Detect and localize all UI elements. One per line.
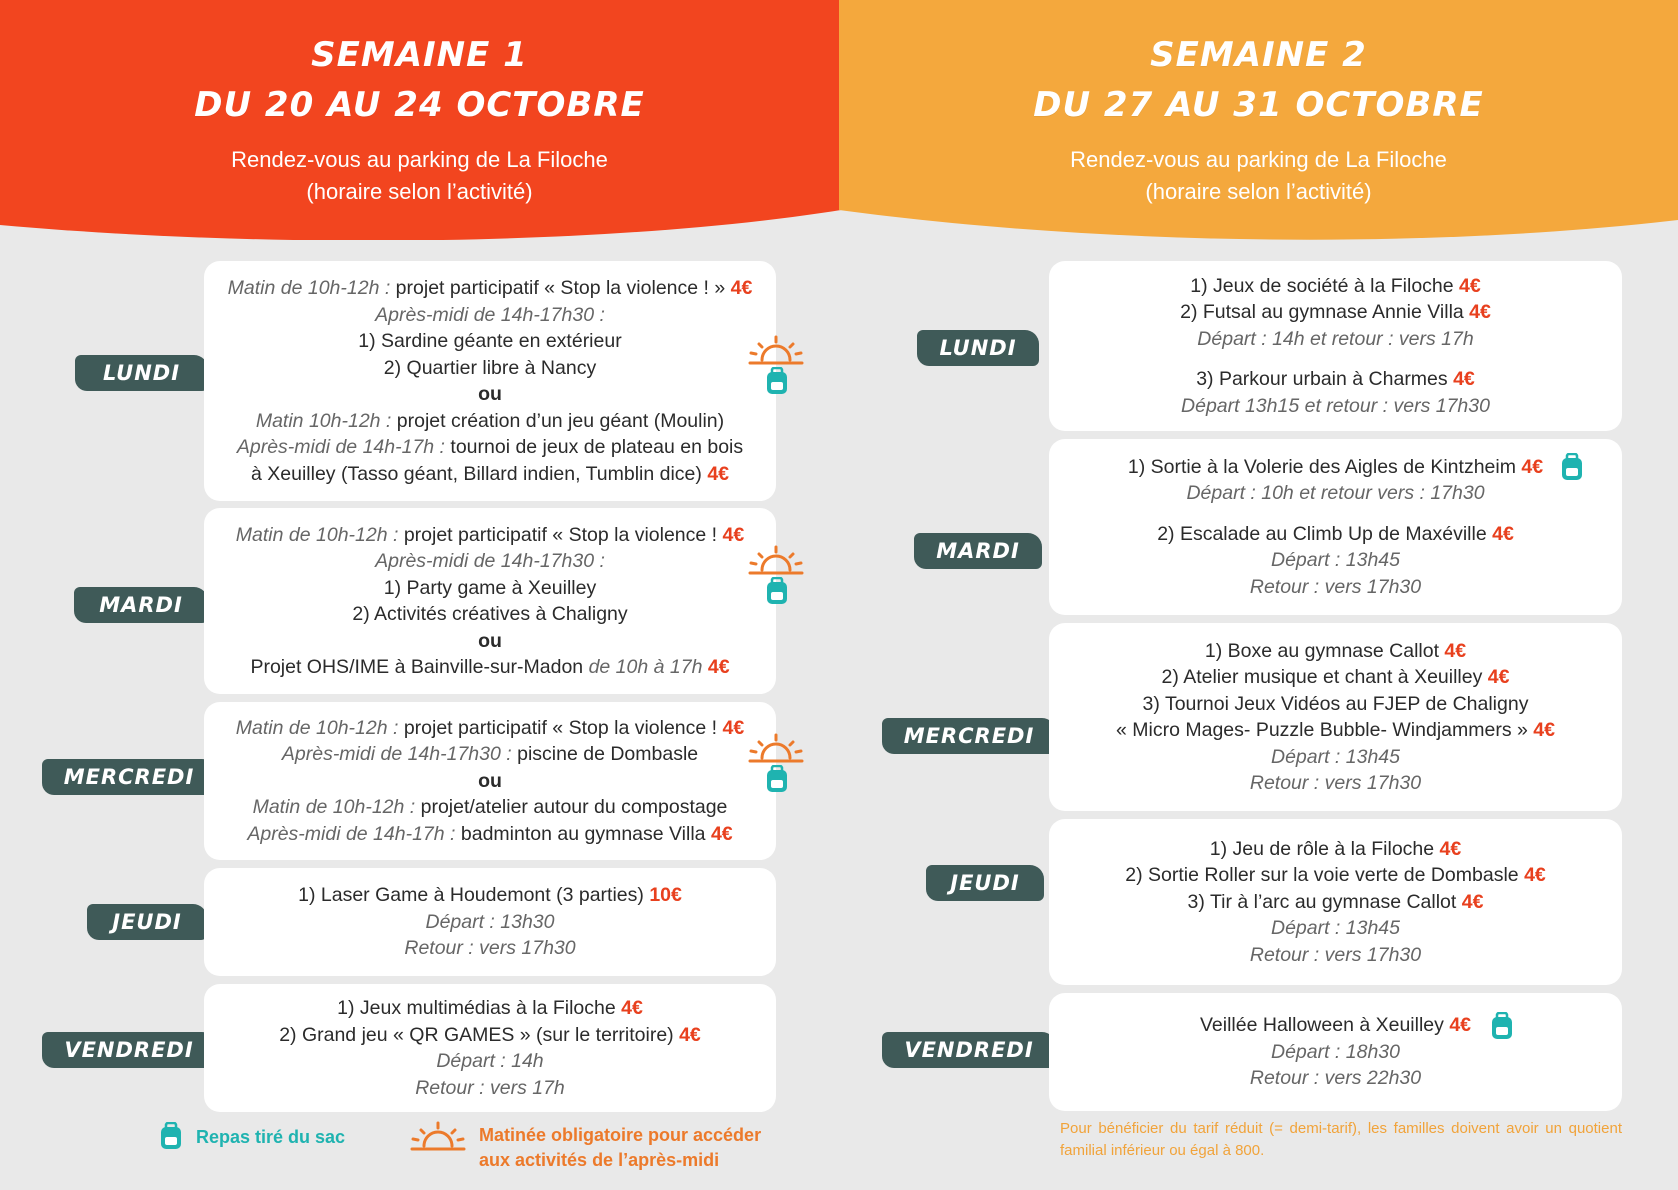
w1-mercredi-ou: ou bbox=[478, 769, 502, 792]
w1-lundi-ou: ou bbox=[478, 383, 502, 405]
w2-mercredi-l1-text: 1) Boxe au gymnase Callot bbox=[1204, 639, 1445, 662]
w1-mardi-l5-text: Projet OHS/IME à Bainville-sur-Madon bbox=[250, 656, 589, 678]
w2-mardi-l3-text: 2) Escalade au Climb Up de Maxéville bbox=[1157, 522, 1493, 545]
w2-lundi-l2-text: 2) Futsal au gymnase Annie Villa bbox=[1180, 301, 1470, 324]
w2-mardi-card bbox=[1049, 439, 1622, 615]
w1-mercredi-l2-text: piscine de Dombasle bbox=[511, 743, 699, 766]
week1-title: SEMAINE 1 bbox=[311, 35, 528, 75]
w1-lundi-l3: 1) Sardine géante en extérieur bbox=[358, 330, 622, 352]
w1-lundi-l6-time: Après-midi de 14h-17h : bbox=[236, 436, 445, 458]
week2-meet: Rendez-vous au parking de La Filoche bbox=[1070, 147, 1447, 172]
w1-mercredi-l4-time: Après-midi de 14h-17h : bbox=[247, 822, 456, 845]
w2-mercredi-card bbox=[1049, 623, 1622, 811]
sunrise-icon bbox=[746, 334, 806, 366]
w1-mardi-l4: 2) Activités créatives à Chaligny bbox=[352, 603, 628, 625]
w2-mercredi-l1-price: 4€ bbox=[1444, 639, 1467, 662]
legend-sun-line2: aux activités de l’après-midi bbox=[479, 1150, 720, 1170]
w1-vendredi-l1-price: 4€ bbox=[621, 997, 643, 1019]
w1-lundi-l1-text: projet participatif « Stop la violence ! » bbox=[390, 277, 731, 299]
backpack-icon bbox=[765, 765, 789, 793]
w2-jeudi-l4: Départ : 13h45 bbox=[1270, 917, 1400, 940]
w2-mardi-l4: Départ : 13h45 bbox=[1270, 549, 1400, 572]
day-label-mercredi-w1: MERCREDI bbox=[42, 759, 216, 795]
w1-lundi-l7-text: à Xeuilley (Tasso géant, Billard indien, Tumblin dice) bbox=[250, 462, 708, 485]
w1-mardi-l3: 1) Party game à Xeuilley bbox=[383, 576, 597, 599]
w1-jeudi-l1-price: 10€ bbox=[649, 884, 682, 907]
w1-lundi-l4: 2) Quartier libre à Nancy bbox=[383, 356, 597, 379]
w2-vendredi-l3: Retour : vers 22h30 bbox=[1249, 1067, 1422, 1090]
w2-mardi-l2: Départ : 10h et retour vers : 17h30 bbox=[1186, 482, 1485, 505]
week2-schedule: (horaire selon l’activité) bbox=[1145, 179, 1372, 204]
legend-bag-label: Repas tiré du sac bbox=[196, 1127, 346, 1147]
w2-jeudi-l1-text: 1) Jeu de rôle à la Filoche bbox=[1209, 837, 1440, 860]
day-label-vendredi-w1: VENDREDI bbox=[42, 1032, 216, 1068]
w1-lundi-l5-time: Matin 10h-12h : bbox=[255, 409, 392, 432]
w2-mercredi-l2-text: 2) Atelier musique et chant à Xeuilley bbox=[1161, 666, 1488, 688]
w1-lundi-l5-text: projet création d’un jeu géant (Moulin) bbox=[391, 409, 725, 432]
w1-vendredi-l3: Départ : 14h bbox=[436, 1050, 544, 1072]
day-label-jeudi-w2: JEUDI bbox=[926, 865, 1044, 901]
backpack-icon bbox=[159, 1122, 183, 1150]
w1-lundi-l2-time: Après-midi de 14h-17h30 : bbox=[375, 303, 605, 326]
backpack-icon bbox=[1490, 1012, 1514, 1040]
week2-header bbox=[839, 30, 1678, 208]
w1-lundi-l6-text: tournoi de jeux de plateau en bois bbox=[444, 436, 744, 458]
w1-jeudi-card bbox=[204, 868, 776, 976]
day-label-jeudi-w1: JEUDI bbox=[87, 904, 207, 940]
w1-mardi-l5-time: de 10h à 17h bbox=[588, 656, 703, 678]
w2-lundi-l2-price: 4€ bbox=[1469, 301, 1491, 324]
w1-mercredi-l4-price: 4€ bbox=[710, 822, 733, 845]
tariff-note: Pour bénéficier du tarif réduit (= demi-tarif), les familles doivent avoir un quotient familial inférieur ou égal à 800. bbox=[1060, 1120, 1622, 1159]
w1-mardi-card bbox=[204, 508, 776, 694]
week1-meet: Rendez-vous au parking de La Filoche bbox=[231, 147, 608, 172]
day-label-mardi-w1: MARDI bbox=[74, 587, 208, 623]
w1-mardi-l1-price: 4€ bbox=[722, 523, 745, 546]
day-label-vendredi-w2: VENDREDI bbox=[882, 1032, 1056, 1068]
w2-jeudi-l3-text: 3) Tir à l’arc au gymnase Callot bbox=[1187, 890, 1462, 913]
w1-mardi-l1-text: projet participatif « Stop la violence ! bbox=[398, 523, 723, 546]
w2-mercredi-l4-text: « Micro Mages- Puzzle Bubble- Windjammers » bbox=[1116, 719, 1534, 741]
w2-vendredi-card bbox=[1049, 993, 1622, 1111]
w1-lundi-l1-price: 4€ bbox=[730, 277, 753, 299]
w2-mercredi-l4-price: 4€ bbox=[1533, 719, 1555, 741]
w2-vendredi-l1-price: 4€ bbox=[1449, 1014, 1472, 1037]
w1-jeudi-l2: Départ : 13h30 bbox=[425, 910, 555, 933]
w1-lundi-l1-time: Matin de 10h-12h : bbox=[227, 277, 391, 299]
w2-lundi-l1-text: 1) Jeux de société à la Filoche bbox=[1190, 274, 1460, 297]
w2-jeudi-card bbox=[1049, 819, 1622, 985]
w1-lundi-card bbox=[204, 261, 776, 501]
w2-lundi-l1-price: 4€ bbox=[1459, 274, 1481, 297]
w1-mercredi-l3-text: projet/atelier autour du compostage bbox=[415, 796, 728, 819]
w2-jeudi-l2-text: 2) Sortie Roller sur la voie verte de Dombasle bbox=[1125, 864, 1525, 887]
w2-lundi-card bbox=[1049, 261, 1622, 431]
w2-jeudi-l3-price: 4€ bbox=[1461, 890, 1484, 913]
w2-mardi-l5: Retour : vers 17h30 bbox=[1249, 575, 1422, 598]
w2-mercredi-l6: Retour : vers 17h30 bbox=[1249, 772, 1422, 794]
w2-lundi-l5: Départ 13h15 et retour : vers 17h30 bbox=[1181, 394, 1490, 417]
w2-jeudi-l5: Retour : vers 17h30 bbox=[1249, 943, 1422, 966]
backpack-icon bbox=[1560, 453, 1584, 481]
w2-mercredi-l5: Départ : 13h45 bbox=[1270, 745, 1400, 768]
w2-vendredi-l1-text: Veillée Halloween à Xeuilley bbox=[1199, 1014, 1450, 1037]
w1-vendredi-l2-text: 2) Grand jeu « QR GAMES » (sur le territoire) bbox=[279, 1023, 680, 1046]
w1-mercredi-l4-text: badminton au gymnase Villa bbox=[455, 822, 711, 845]
w1-mardi-ou: ou bbox=[478, 629, 502, 652]
w1-mercredi-l1-time: Matin de 10h-12h : bbox=[235, 716, 399, 739]
day-label-lundi-w1: LUNDI bbox=[75, 355, 208, 391]
w1-mardi-l1-time: Matin de 10h-12h : bbox=[235, 523, 399, 546]
week1-header bbox=[0, 30, 839, 208]
w2-lundi-l3: Départ : 14h et retour : vers 17h bbox=[1197, 327, 1474, 350]
day-label-lundi-w2: LUNDI bbox=[917, 330, 1039, 366]
w1-lundi-l7-price: 4€ bbox=[707, 462, 730, 485]
legend-sun-label bbox=[479, 1123, 761, 1173]
w1-mercredi-l1-text: projet participatif « Stop la violence ! bbox=[398, 716, 723, 739]
sunrise-icon bbox=[408, 1120, 468, 1152]
sunrise-icon bbox=[746, 732, 806, 764]
backpack-icon bbox=[765, 367, 789, 395]
w1-vendredi-l1-text: 1) Jeux multimédias à la Filoche bbox=[337, 997, 622, 1019]
w2-jeudi-l1-price: 4€ bbox=[1439, 837, 1462, 860]
backpack-icon bbox=[765, 577, 789, 605]
sunrise-icon bbox=[746, 544, 806, 576]
w1-mercredi-l1-price: 4€ bbox=[722, 716, 745, 739]
w1-mardi-l2-time: Après-midi de 14h-17h30 : bbox=[375, 550, 605, 572]
w2-mardi-l1-text: 1) Sortie à la Volerie des Aigles de Kintzheim bbox=[1127, 455, 1522, 478]
week1-schedule: (horaire selon l’activité) bbox=[306, 179, 533, 204]
w2-lundi-l4-text: 3) Parkour urbain à Charmes bbox=[1196, 368, 1454, 391]
w1-mercredi-card bbox=[204, 702, 776, 860]
legend-sun-line1: Matinée obligatoire pour accéder bbox=[479, 1125, 762, 1145]
w1-mardi-l5-price: 4€ bbox=[702, 656, 730, 678]
w1-vendredi-card bbox=[204, 984, 776, 1112]
week1-dates: DU 20 AU 24 OCTOBRE bbox=[194, 85, 645, 125]
w2-lundi-l4-price: 4€ bbox=[1453, 368, 1475, 391]
w1-vendredi-l4: Retour : vers 17h bbox=[415, 1076, 565, 1099]
w2-mercredi-l2-price: 4€ bbox=[1487, 666, 1510, 688]
w2-mercredi-l3: 3) Tournoi Jeux Vidéos au FJEP de Chaligny bbox=[1142, 692, 1529, 715]
week2-dates: DU 27 AU 31 OCTOBRE bbox=[1033, 85, 1484, 125]
w1-mercredi-l2-time: Après-midi de 14h-17h30 : bbox=[281, 743, 512, 766]
day-label-mardi-w2: MARDI bbox=[914, 533, 1042, 569]
w1-vendredi-l2-price: 4€ bbox=[679, 1023, 701, 1046]
w1-mercredi-l3-time: Matin de 10h-12h : bbox=[252, 796, 416, 819]
week2-title: SEMAINE 2 bbox=[1150, 35, 1367, 75]
w2-mardi-l1-price: 4€ bbox=[1521, 455, 1544, 478]
w2-jeudi-l2-price: 4€ bbox=[1524, 864, 1546, 887]
w1-jeudi-l3: Retour : vers 17h30 bbox=[404, 937, 576, 960]
w2-vendredi-l2: Départ : 18h30 bbox=[1270, 1040, 1400, 1063]
w1-jeudi-l1-text: 1) Laser Game à Houdemont (3 parties) bbox=[298, 884, 650, 907]
w2-mardi-l3-price: 4€ bbox=[1492, 522, 1514, 545]
day-label-mercredi-w2: MERCREDI bbox=[882, 718, 1056, 754]
